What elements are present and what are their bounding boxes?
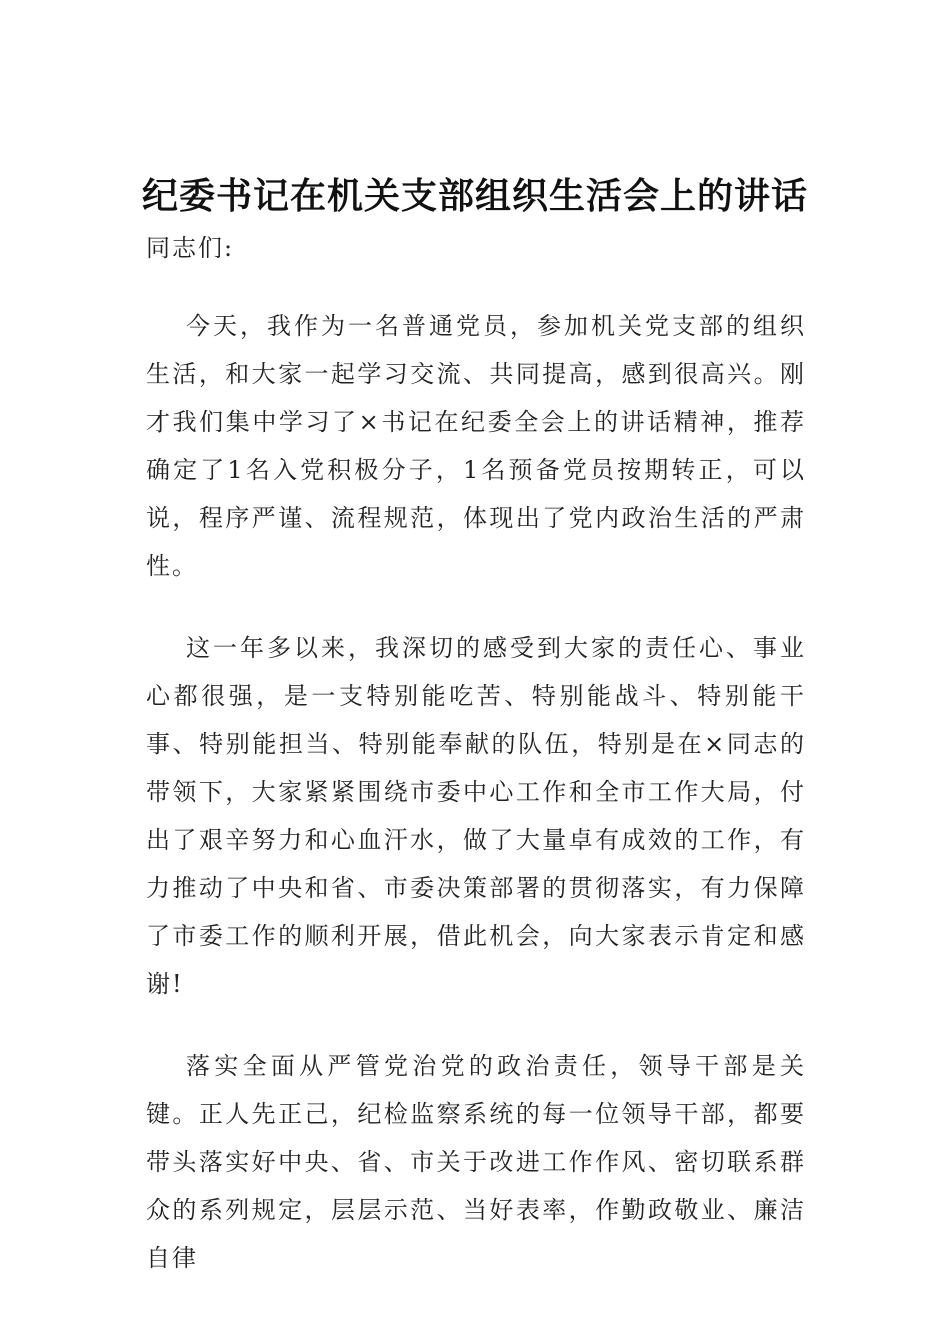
document-body [146, 224, 806, 1282]
paragraph-1: 今天，我作为一名普通党员，参加机关党支部的组织生活，和大家一起学习交流、共同提高，感到很高兴。刚才我们集中学习了×书记在纪委全会上的讲话精神，推荐确定了1名入党积极分子，1名预备党员按期转正，可以说，程序严谨、流程规范，体现出了党内政治生活的严肃性。 [146, 312, 806, 580]
paragraph-2: 这一年多以来，我深切的感受到大家的责任心、事业心都很强，是一支特别能吃苦、特别能战斗、特别能干事、特别能担当、特别能奉献的队伍，特别是在×同志的带领下，大家紧紧围绕市委中心工作和全市工作大局，付出了艰辛努力和心血汗水，做了大量卓有成效的工作，有力推动了中央和省、市委决策部署的贯彻落实，有力保障了市委工作的顺利开展，借此机会，向大家表示肯定和感谢! [146, 634, 806, 998]
paragraph-3: 落实全面从严管党治党的政治责任，领导干部是关键。正人先正己，纪检监察系统的每一位领导干部，都要带头落实好中央、省、市关于改进工作作风、密切联系群众的系列规定，层层示范、当好表率，作勤政敬业、廉洁自律 [146, 1052, 806, 1272]
salutation: 同志们: [146, 234, 235, 262]
document-title: 纪委书记在机关支部组织生活会上的讲话 [141, 175, 808, 217]
